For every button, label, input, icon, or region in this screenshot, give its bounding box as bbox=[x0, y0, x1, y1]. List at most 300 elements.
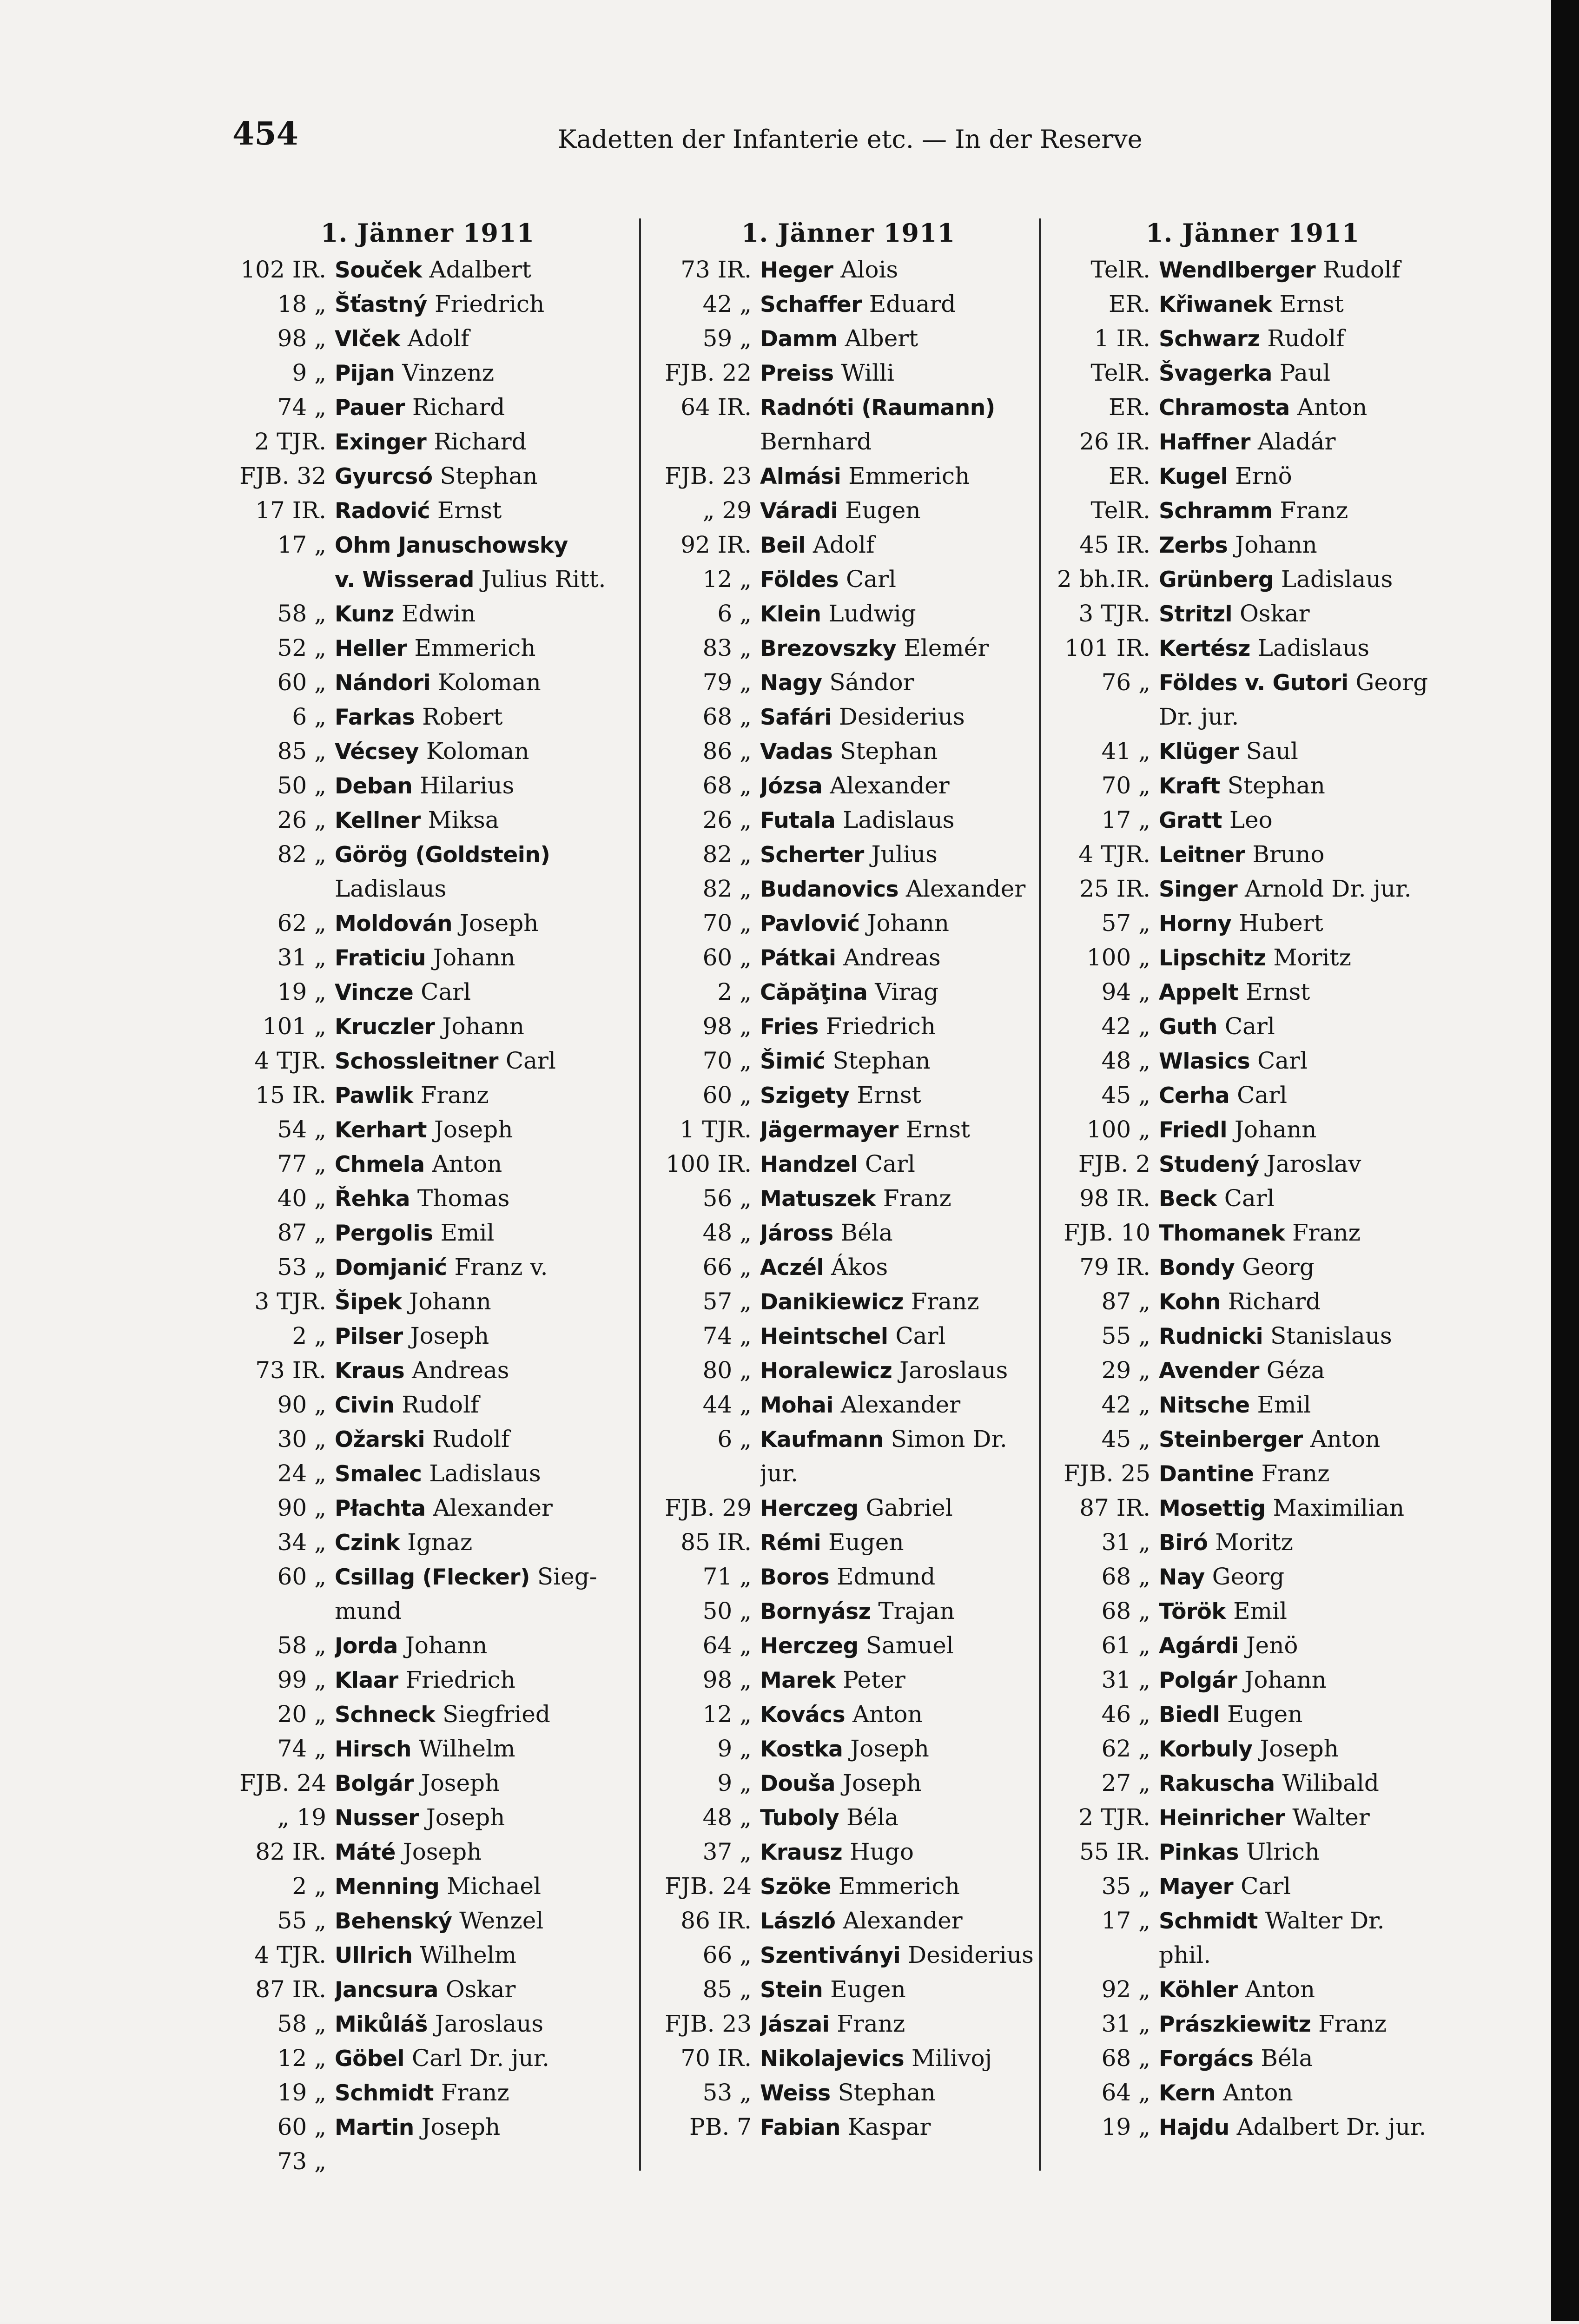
cadet-name bbox=[760, 1800, 1053, 1835]
list-item bbox=[218, 1215, 637, 1250]
list-item bbox=[644, 459, 1053, 493]
list-item bbox=[1048, 665, 1457, 700]
list-item bbox=[218, 1491, 637, 1525]
column-heading: 1. Jänner 1911 bbox=[1145, 218, 1360, 248]
list-item bbox=[644, 1112, 1053, 1147]
list-item bbox=[218, 2110, 637, 2144]
list-item bbox=[644, 940, 1053, 975]
regiment-number: 87 IR. bbox=[1079, 1494, 1150, 1521]
regiment-number: 29 „ bbox=[1101, 1357, 1150, 1384]
given-name: Siegfried bbox=[435, 1701, 550, 1728]
list-item bbox=[1048, 493, 1457, 528]
cadet-name bbox=[760, 596, 1053, 631]
given-name: Joseph bbox=[835, 1769, 922, 1796]
regiment-number: 98 „ bbox=[277, 325, 326, 352]
regiment-number: 100 IR. bbox=[666, 1150, 752, 1177]
cadet-name bbox=[1159, 562, 1457, 596]
list-item bbox=[644, 1697, 1053, 1731]
given-name: Franz bbox=[1272, 497, 1348, 524]
cadet-name bbox=[1159, 940, 1457, 975]
given-name: Leo bbox=[1222, 806, 1273, 833]
column-heading: 1. Jänner 1911 bbox=[320, 218, 535, 248]
list-item bbox=[644, 1972, 1053, 2007]
surname: Futala bbox=[760, 808, 836, 833]
regiment-number: 79 IR. bbox=[1079, 1254, 1150, 1281]
regiment-number: TelR. bbox=[1090, 497, 1150, 524]
given-name: Richard bbox=[426, 428, 527, 455]
given-name: Hilarius bbox=[412, 772, 515, 799]
regiment-number: 55 „ bbox=[277, 1907, 326, 1934]
surname: Cerha bbox=[1159, 1083, 1230, 1109]
cadet-name bbox=[760, 1387, 1053, 1422]
regiment-number: FJB. 2 bbox=[1078, 1150, 1150, 1177]
list-item bbox=[644, 1456, 1053, 1491]
cadet-name bbox=[1159, 1284, 1457, 1319]
list-item bbox=[218, 1835, 637, 1869]
given-name: Virag bbox=[867, 978, 939, 1005]
given-name: Emil bbox=[433, 1219, 495, 1246]
cadet-name bbox=[760, 1731, 1053, 1766]
regiment-number: 73 „ bbox=[277, 2148, 326, 2175]
surname: Horny bbox=[1159, 911, 1232, 937]
cadet-name bbox=[760, 1594, 1053, 1628]
given-name: Aladár bbox=[1250, 428, 1336, 455]
given-name: Emmerich bbox=[407, 634, 536, 661]
cadet-name bbox=[335, 1663, 637, 1697]
surname: Földes v. Gutori bbox=[1159, 670, 1348, 696]
regiment-number: FJB. 24 bbox=[665, 1873, 752, 1900]
cadet-name bbox=[335, 596, 637, 631]
page-edge bbox=[1551, 0, 1579, 2324]
surname: Forgács bbox=[1159, 2046, 1254, 2072]
list-item bbox=[1048, 2041, 1457, 2075]
list-item bbox=[644, 1938, 1053, 1972]
list-item bbox=[218, 1972, 637, 2007]
list-item bbox=[218, 1938, 637, 1972]
surname: Herczeg bbox=[760, 1633, 859, 1659]
list-item bbox=[644, 1559, 1053, 1594]
surname: Pauer bbox=[335, 395, 405, 421]
cadet-name bbox=[1159, 700, 1457, 734]
regiment-number: 64 „ bbox=[702, 1632, 752, 1659]
surname: Máté bbox=[335, 1840, 396, 1865]
cadet-name bbox=[760, 1147, 1053, 1181]
list-item bbox=[1048, 287, 1457, 321]
cadet-name bbox=[335, 1422, 637, 1456]
cadet-name bbox=[335, 1525, 637, 1559]
regiment-number: 31 „ bbox=[1101, 2010, 1150, 2037]
surname: Török bbox=[1159, 1599, 1226, 1624]
given-name: Béla bbox=[839, 1804, 899, 1831]
surname: Schramm bbox=[1159, 498, 1273, 524]
list-item bbox=[1048, 1181, 1457, 1215]
regiment-number: 37 „ bbox=[702, 1838, 752, 1865]
surname: Tuboly bbox=[760, 1805, 839, 1831]
list-item bbox=[1048, 1387, 1457, 1422]
surname: Nagy bbox=[760, 670, 822, 696]
given-name: Jenö bbox=[1238, 1632, 1298, 1659]
regiment-number: 2 „ bbox=[717, 978, 752, 1005]
given-name: Emil bbox=[1249, 1391, 1311, 1418]
surname: Herczeg bbox=[760, 1496, 859, 1521]
given-name: Carl bbox=[1217, 1013, 1275, 1040]
given-name: Johann bbox=[435, 1013, 524, 1040]
given-name: Rudolf bbox=[1260, 325, 1345, 352]
given-name: Walter bbox=[1285, 1804, 1370, 1831]
given-name: Georg bbox=[1235, 1254, 1315, 1281]
given-name: Peter bbox=[835, 1666, 905, 1693]
given-name: Alexander bbox=[898, 875, 1026, 902]
cadet-name bbox=[335, 321, 637, 356]
given-name: mund bbox=[335, 1598, 402, 1624]
cadet-name bbox=[1159, 321, 1457, 356]
cadet-name bbox=[1159, 1869, 1457, 1903]
list-item bbox=[1048, 252, 1457, 287]
surname: Haffner bbox=[1159, 429, 1250, 455]
given-name: Stanislaus bbox=[1263, 1322, 1392, 1349]
regiment-number: 30 „ bbox=[277, 1426, 326, 1452]
cadet-name bbox=[1159, 1181, 1457, 1215]
regiment-number: 70 „ bbox=[1101, 772, 1150, 799]
cadet-name bbox=[760, 493, 1053, 528]
cadet-name bbox=[1159, 2110, 1457, 2144]
given-name: Anton bbox=[1289, 394, 1368, 421]
cadet-name bbox=[760, 700, 1053, 734]
list-item bbox=[218, 1078, 637, 1112]
list-item bbox=[1048, 940, 1457, 975]
list-item bbox=[1048, 1078, 1457, 1112]
given-name: Wilibald bbox=[1275, 1769, 1379, 1796]
cadet-name bbox=[335, 1147, 637, 1181]
surname: Civin bbox=[335, 1393, 395, 1418]
surname: Studený bbox=[1159, 1152, 1259, 1177]
cadet-name bbox=[335, 734, 637, 768]
list-item bbox=[1048, 1663, 1457, 1697]
regiment-number: 62 „ bbox=[277, 910, 326, 937]
cadet-name bbox=[760, 562, 1053, 596]
surname: Korbuly bbox=[1159, 1736, 1253, 1762]
cadet-name bbox=[760, 768, 1053, 803]
surname: Schaffer bbox=[760, 292, 862, 317]
cadet-name bbox=[1159, 1697, 1457, 1731]
cadet-name bbox=[760, 734, 1053, 768]
entry-list bbox=[644, 252, 1053, 2144]
given-name: Johann bbox=[402, 1288, 491, 1315]
given-name: Willi bbox=[833, 359, 894, 386]
cadet-name bbox=[1159, 1422, 1457, 1456]
regiment-number: 56 „ bbox=[702, 1185, 752, 1212]
cadet-name bbox=[335, 768, 637, 803]
surname: Martin bbox=[335, 2115, 414, 2140]
given-name: Stephan bbox=[432, 462, 538, 489]
given-name: Joseph bbox=[414, 2113, 501, 2140]
list-item bbox=[218, 1181, 637, 1215]
given-name: Ludwig bbox=[821, 600, 916, 627]
cadet-name bbox=[335, 1938, 637, 1972]
list-item bbox=[218, 528, 637, 562]
surname: Vincze bbox=[335, 980, 414, 1005]
given-name: Wilhelm bbox=[412, 1941, 517, 1968]
list-item bbox=[1048, 768, 1457, 803]
surname: Klaar bbox=[335, 1668, 398, 1693]
given-name: Richard bbox=[404, 394, 505, 421]
cadet-name bbox=[335, 1972, 637, 2007]
given-name: Kaspar bbox=[840, 2113, 931, 2140]
cadet-name bbox=[335, 1697, 637, 1731]
regiment-number: 87 IR. bbox=[255, 1976, 326, 2003]
surname: Thomanek bbox=[1159, 1221, 1285, 1246]
surname: Ullrich bbox=[335, 1943, 413, 1968]
list-item bbox=[644, 1525, 1053, 1559]
list-item bbox=[644, 1594, 1053, 1628]
surname: Guth bbox=[1159, 1014, 1217, 1040]
surname: Wlasics bbox=[1159, 1049, 1250, 1074]
cadet-name bbox=[335, 1284, 637, 1319]
list-item bbox=[644, 1353, 1053, 1387]
cadet-name bbox=[335, 459, 637, 493]
list-item bbox=[644, 1284, 1053, 1319]
list-item bbox=[218, 1009, 637, 1043]
given-name: Elemér bbox=[896, 634, 989, 661]
list-item bbox=[644, 1869, 1053, 1903]
regiment-number: 64 „ bbox=[1101, 2079, 1150, 2106]
regiment-number: FJB. 24 bbox=[239, 1769, 326, 1796]
regiment-number: 19 „ bbox=[1101, 2113, 1150, 2140]
regiment-number: 42 „ bbox=[1101, 1391, 1150, 1418]
regiment-number: 79 „ bbox=[702, 669, 752, 696]
regiment-number bbox=[218, 1594, 335, 1628]
list-item bbox=[218, 1250, 637, 1284]
surname: Schmidt bbox=[1159, 1908, 1258, 1934]
surname: Ohm Januschowsky bbox=[335, 533, 568, 558]
given-name: Georg bbox=[1204, 1563, 1285, 1590]
regiment-number: 86 „ bbox=[702, 738, 752, 765]
list-item bbox=[1048, 459, 1457, 493]
list-item bbox=[644, 1250, 1053, 1284]
running-head: Kadetten der Infanterie etc. — In der Reserve bbox=[558, 125, 1143, 154]
surname: Nikolajevics bbox=[760, 2046, 905, 2072]
cadet-name bbox=[1159, 1112, 1457, 1147]
surname: Singer bbox=[1159, 877, 1238, 902]
list-item bbox=[644, 562, 1053, 596]
regiment-number: 94 „ bbox=[1101, 978, 1150, 1005]
given-name: jur. bbox=[760, 1460, 799, 1487]
given-name: Andreas bbox=[404, 1357, 509, 1384]
cadet-name bbox=[1159, 1594, 1457, 1628]
surname: Marek bbox=[760, 1668, 836, 1693]
regiment-number: 45 IR. bbox=[1079, 531, 1150, 558]
page-number: 454 bbox=[232, 115, 298, 152]
given-name: Franz bbox=[433, 2079, 509, 2106]
regiment-number: 46 „ bbox=[1101, 1701, 1150, 1728]
given-name: Franz bbox=[1311, 2010, 1387, 2037]
list-item bbox=[1048, 700, 1457, 734]
regiment-number: 17 „ bbox=[277, 531, 326, 558]
regiment-number: 45 „ bbox=[1101, 1426, 1150, 1452]
list-item bbox=[218, 940, 637, 975]
surname: Kellner bbox=[335, 808, 421, 833]
given-name: Oskar bbox=[438, 1976, 516, 2003]
surname: Behenský bbox=[335, 1908, 452, 1934]
cadet-name bbox=[760, 1903, 1053, 1938]
given-name: Rudolf bbox=[425, 1426, 510, 1452]
list-item bbox=[1048, 906, 1457, 940]
given-name: Koloman bbox=[419, 738, 529, 765]
surname: Stritzl bbox=[1159, 601, 1233, 627]
given-name: Adolf bbox=[805, 531, 875, 558]
given-name: Friedrich bbox=[818, 1013, 936, 1040]
given-name: Carl bbox=[413, 978, 471, 1005]
cadet-name bbox=[760, 837, 1053, 872]
cadet-name bbox=[335, 493, 637, 528]
list-item bbox=[218, 1456, 637, 1491]
list-item bbox=[1048, 1697, 1457, 1731]
surname: Bolgár bbox=[335, 1771, 414, 1796]
surname: Šťastný bbox=[335, 292, 428, 317]
surname: Mosettig bbox=[1159, 1496, 1266, 1521]
surname: Bornyász bbox=[760, 1599, 871, 1624]
surname: Kugel bbox=[1159, 464, 1228, 489]
surname: László bbox=[760, 1908, 836, 1934]
given-name: Ladislaus bbox=[1274, 566, 1393, 593]
list-item bbox=[644, 287, 1053, 321]
list-item bbox=[644, 906, 1053, 940]
surname: Deban bbox=[335, 773, 413, 799]
surname: Heger bbox=[760, 257, 833, 283]
cadet-name bbox=[335, 287, 637, 321]
list-item bbox=[218, 837, 637, 872]
given-name: Carl bbox=[1216, 1185, 1275, 1212]
cadet-name bbox=[1159, 1835, 1457, 1869]
regiment-number: 68 „ bbox=[1101, 1598, 1150, 1624]
regiment-number: 42 „ bbox=[1101, 1013, 1150, 1040]
regiment-number: 17 „ bbox=[1101, 806, 1150, 833]
list-item bbox=[218, 2007, 637, 2041]
surname: Krausz bbox=[760, 1840, 843, 1865]
given-name: Joseph bbox=[413, 1769, 500, 1796]
surname: Jáross bbox=[760, 1221, 833, 1246]
list-item bbox=[1048, 1491, 1457, 1525]
list-item bbox=[218, 1525, 637, 1559]
cadet-name bbox=[760, 665, 1053, 700]
regiment-number: 71 „ bbox=[702, 1563, 752, 1590]
cadet-name bbox=[1159, 252, 1457, 287]
given-name: Anton bbox=[1216, 2079, 1293, 2106]
given-name: Joseph bbox=[395, 1838, 482, 1865]
given-name: Wilhelm bbox=[411, 1735, 515, 1762]
cadet-name bbox=[335, 1628, 637, 1663]
surname: Jászai bbox=[760, 2012, 830, 2037]
surname: Heintschel bbox=[760, 1324, 888, 1349]
regiment-number: FJB. 23 bbox=[665, 462, 752, 489]
cadet-name bbox=[1159, 975, 1457, 1009]
surname: Almási bbox=[760, 464, 841, 489]
list-item bbox=[644, 1043, 1053, 1078]
list-item bbox=[644, 356, 1053, 390]
surname: Šimić bbox=[760, 1049, 826, 1074]
regiment-number: 17 „ bbox=[1101, 1907, 1150, 1934]
list-item bbox=[218, 1422, 637, 1456]
regiment-number: 59 „ bbox=[702, 325, 752, 352]
given-name: Julius bbox=[864, 841, 938, 868]
cadet-name bbox=[760, 1319, 1053, 1353]
list-item bbox=[1048, 1112, 1457, 1147]
given-name: Dr. jur. bbox=[1159, 703, 1239, 730]
cadet-name bbox=[335, 2110, 637, 2144]
regiment-number: 6 „ bbox=[292, 703, 326, 730]
regiment-number: 87 „ bbox=[1101, 1288, 1150, 1315]
regiment-number: ER. bbox=[1108, 290, 1150, 317]
list-item bbox=[644, 1422, 1053, 1456]
surname: Kraus bbox=[335, 1358, 405, 1384]
given-name: Eugen bbox=[821, 1529, 904, 1556]
surname: Weiss bbox=[760, 2080, 831, 2106]
column-divider bbox=[639, 218, 641, 2171]
list-item bbox=[218, 1663, 637, 1697]
cadet-name bbox=[1159, 1663, 1457, 1697]
given-name: Sieg- bbox=[530, 1563, 597, 1590]
list-item bbox=[644, 700, 1053, 734]
cadet-name bbox=[760, 1009, 1053, 1043]
surname: Szöke bbox=[760, 1874, 831, 1900]
list-item bbox=[218, 1800, 637, 1835]
given-name: Carl bbox=[498, 1047, 556, 1074]
surname: Danikiewicz bbox=[760, 1289, 904, 1315]
surname: Šipek bbox=[335, 1289, 402, 1315]
cadet-name bbox=[760, 1938, 1053, 1972]
regiment-number: 44 „ bbox=[702, 1391, 752, 1418]
regiment-number: 12 „ bbox=[702, 1701, 752, 1728]
given-name: Richard bbox=[1220, 1288, 1321, 1315]
list-item bbox=[644, 1387, 1053, 1422]
given-name: Jaroslav bbox=[1259, 1150, 1361, 1177]
list-item bbox=[1048, 562, 1457, 596]
cadet-name bbox=[760, 631, 1053, 665]
cadet-name bbox=[1159, 1972, 1457, 2007]
cadet-name bbox=[335, 940, 637, 975]
list-item bbox=[218, 872, 637, 906]
list-item bbox=[644, 1731, 1053, 1766]
regiment-number: 101 „ bbox=[262, 1013, 326, 1040]
given-name: Moritz bbox=[1208, 1529, 1293, 1556]
regiment-number: 82 „ bbox=[702, 875, 752, 902]
surname: v. Wisserad bbox=[335, 567, 474, 593]
cadet-name bbox=[1159, 1353, 1457, 1387]
given-name: Stephan bbox=[832, 738, 938, 765]
given-name: Ulrich bbox=[1238, 1838, 1320, 1865]
surname: Dantine bbox=[1159, 1461, 1254, 1487]
surname: Kerhart bbox=[335, 1117, 427, 1143]
list-item bbox=[1048, 390, 1457, 424]
regiment-number: 3 TJR. bbox=[254, 1288, 326, 1315]
cadet-name bbox=[760, 424, 1053, 459]
surname: Ožarski bbox=[335, 1427, 425, 1452]
regiment-number: 60 „ bbox=[702, 1082, 752, 1109]
cadet-name bbox=[1159, 1387, 1457, 1422]
cadet-name bbox=[760, 872, 1053, 906]
surname: Pavlović bbox=[760, 911, 860, 937]
surname: Váradi bbox=[760, 498, 838, 524]
cadet-name bbox=[1159, 1147, 1457, 1181]
cadet-name bbox=[760, 1353, 1053, 1387]
cadet-name bbox=[335, 1766, 637, 1800]
list-item bbox=[644, 1181, 1053, 1215]
list-item bbox=[1048, 1319, 1457, 1353]
list-item bbox=[1048, 1525, 1457, 1559]
regiment-number: ER. bbox=[1108, 462, 1150, 489]
regiment-number: 26 „ bbox=[702, 806, 752, 833]
cadet-name bbox=[1159, 1215, 1457, 1250]
